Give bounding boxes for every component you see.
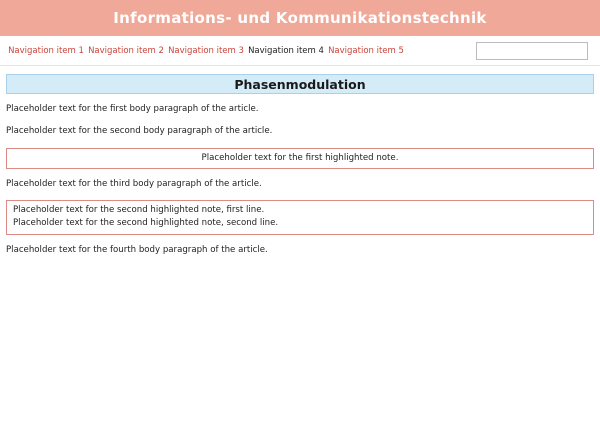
- nav-item-5-label-line1: Navigation item 5: [328, 45, 404, 56]
- note-box-2: [6, 200, 594, 235]
- page-title: Phasenmodulation: [6, 74, 594, 94]
- paragraph-4: Placeholder text for the fourth body paragraph of the article.: [6, 244, 268, 255]
- note-box-1-text: Placeholder text for the first highlighted note.: [201, 152, 399, 163]
- site-header: [0, 0, 600, 36]
- site-title: Informations- und Kommunikationstechnik: [113, 9, 487, 27]
- nav-item-4-label-line1: Navigation item 4: [248, 45, 324, 56]
- nav-item-5[interactable]: [326, 46, 406, 56]
- paragraph-1: Placeholder text for the first body paragraph of the article.: [6, 104, 259, 114]
- main-content: [0, 66, 600, 257]
- nav-item-2[interactable]: [86, 46, 166, 56]
- nav-item-1-label-line1: Navigation item 1: [8, 45, 84, 56]
- note-box-2-line-2: Placeholder text for the second highlighted note, second line.: [13, 218, 279, 229]
- nav-item-3[interactable]: [166, 46, 246, 56]
- note-box-2-line-1: Placeholder text for the second highlighted note, first line.: [13, 205, 265, 216]
- paragraph-2: Placeholder text for the second body paragraph of the article.: [6, 126, 273, 137]
- nav-item-1[interactable]: [6, 46, 86, 56]
- nav-item-3-label-line1: Navigation item 3: [168, 45, 244, 56]
- nav-item-4[interactable]: [246, 46, 326, 56]
- nav-item-2-label-line1: Navigation item 2: [88, 45, 164, 56]
- paragraph-3: Placeholder text for the third body paragraph of the article.: [6, 178, 262, 189]
- search-input[interactable]: [476, 42, 588, 60]
- note-box-1: [6, 148, 594, 169]
- main-navigation: [0, 36, 600, 66]
